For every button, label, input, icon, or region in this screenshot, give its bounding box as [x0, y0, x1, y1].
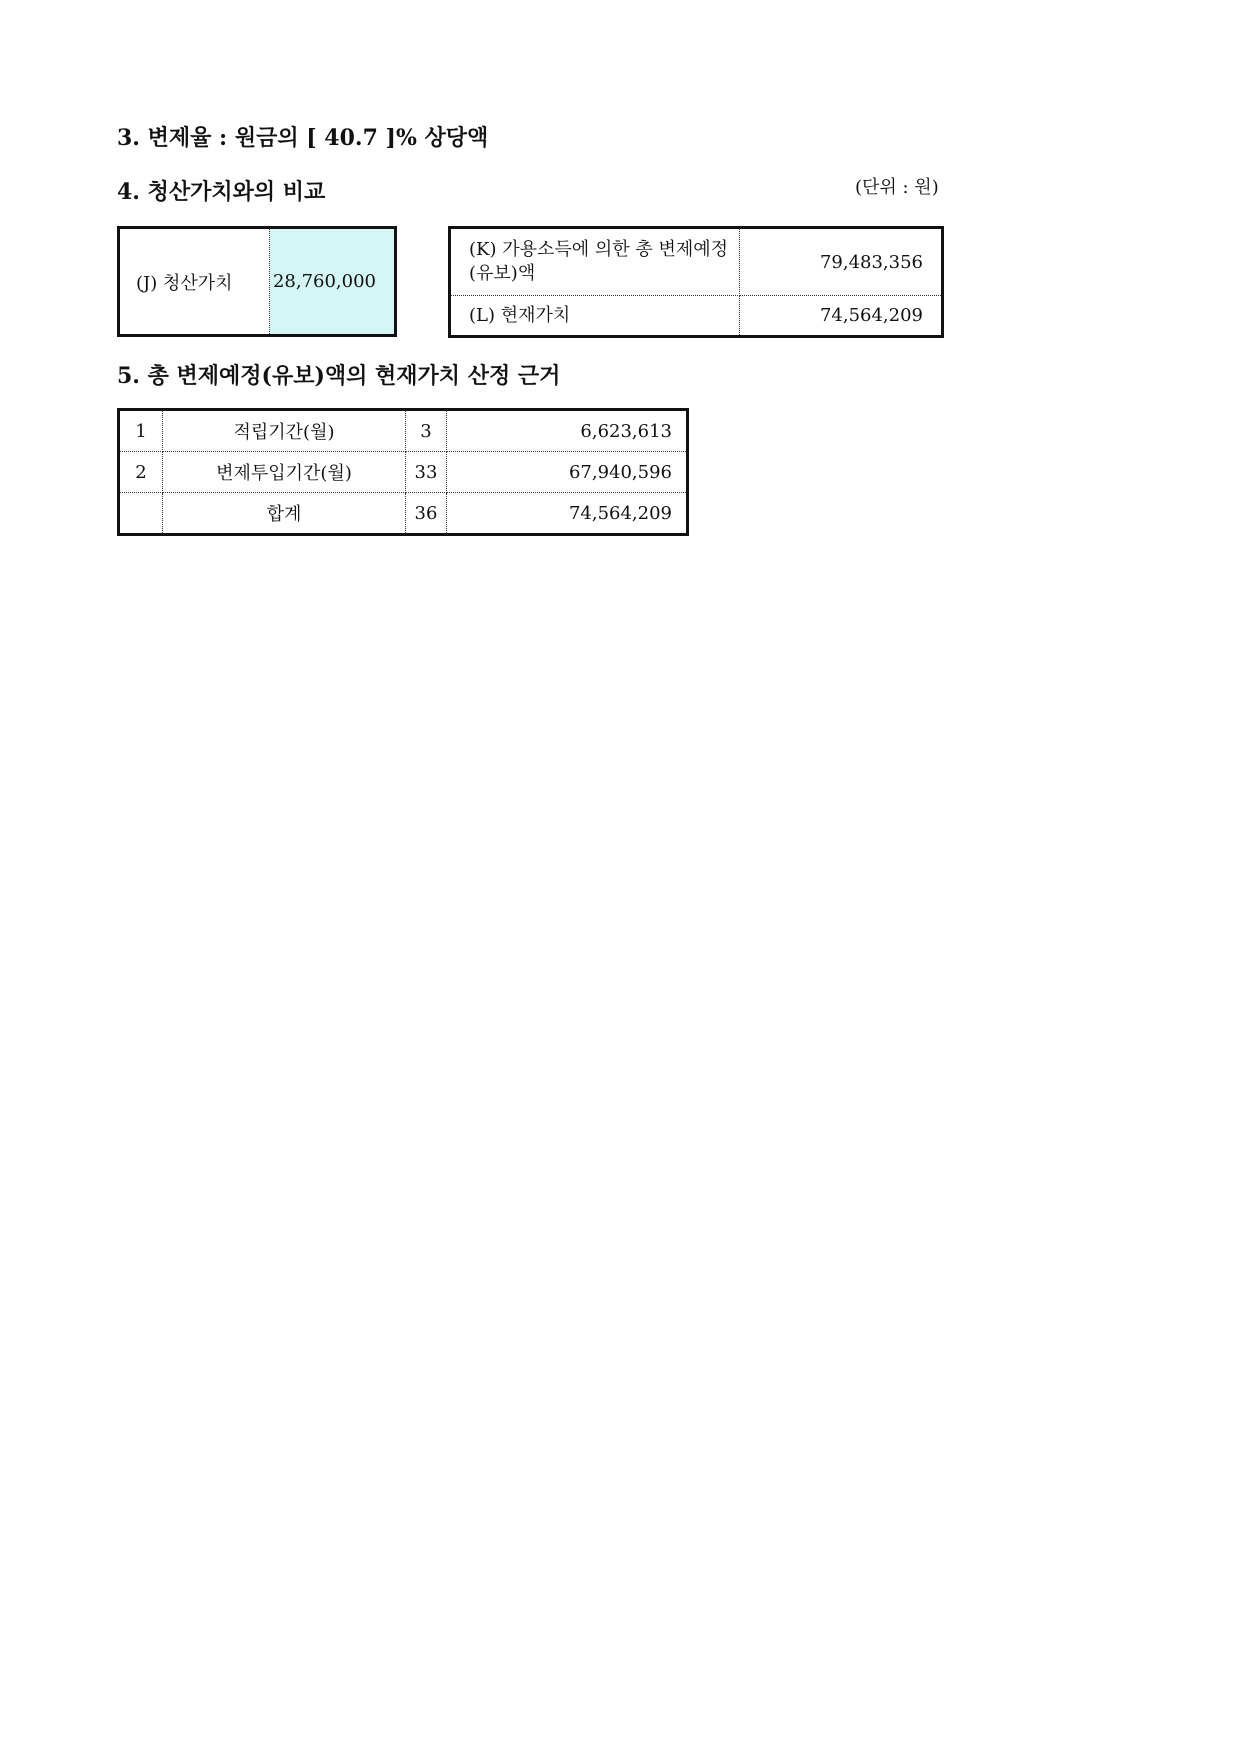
section-4-heading: 4. 청산가치와의 비교 [117, 179, 326, 205]
period-label: 적립기간(월) [163, 410, 406, 452]
row-number [119, 493, 163, 535]
table-row [119, 228, 396, 336]
table-row-total [119, 493, 688, 535]
unit-note: (단위 : 원) [855, 177, 939, 198]
row-number: 2 [119, 452, 163, 493]
table-row [119, 452, 688, 493]
period-label: 변제투입기간(월) [163, 452, 406, 493]
liquidation-value-table [117, 226, 397, 337]
liquidation-value-label: (J) 청산가치 [119, 228, 270, 336]
table-row [450, 228, 943, 296]
total-months: 36 [406, 493, 447, 535]
repayment-comparison-table [448, 226, 944, 338]
total-label: 합계 [163, 493, 406, 535]
total-amount: 74,564,209 [568, 502, 672, 524]
period-months: 33 [406, 452, 447, 493]
table-row [450, 296, 943, 337]
period-amount: 67,940,596 [447, 452, 688, 493]
present-value-basis-table [117, 408, 689, 536]
period-months: 3 [406, 410, 447, 452]
section-3-heading: 3. 변제율 : 원금의 [ 40.7 ]% 상당액 [117, 125, 489, 151]
table-row [119, 410, 688, 452]
row-number: 1 [119, 410, 163, 452]
section-5-heading: 5. 총 변제예정(유보)액의 현재가치 산정 근거 [117, 363, 561, 389]
period-amount: 6,623,613 [447, 410, 688, 452]
present-value-amount: 74,564,209 [819, 305, 923, 326]
present-value-label: (L) 현재가치 [450, 296, 740, 337]
liquidation-value-amount: 28,760,000 [270, 228, 396, 336]
total-repayment-amount: 79,483,356 [740, 228, 943, 296]
total-repayment-label: (K) 가용소득에 의한 총 변제예정(유보)액 [450, 228, 740, 296]
